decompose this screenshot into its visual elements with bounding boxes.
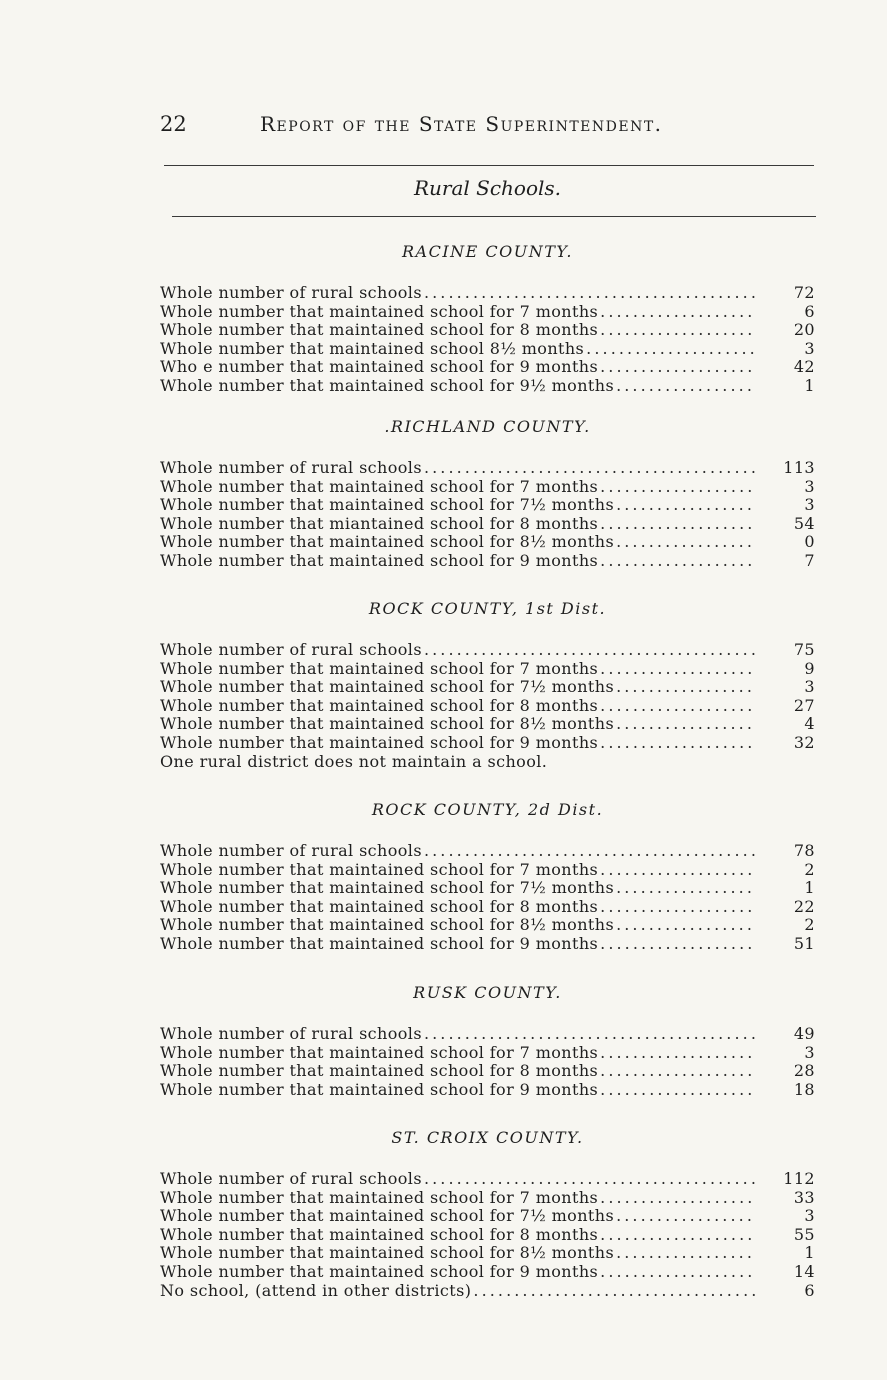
row-label: Whole number that maintained school for 7 months bbox=[160, 1187, 599, 1207]
table-row bbox=[160, 678, 815, 697]
row-label: Whole number that maintained school for 9½ months bbox=[160, 375, 615, 395]
table-row bbox=[160, 734, 815, 753]
row-value: 7 bbox=[804, 550, 815, 570]
table-row bbox=[160, 284, 815, 303]
table-row bbox=[160, 496, 815, 515]
row-value: 51 bbox=[793, 933, 815, 953]
row-value: 33 bbox=[793, 1187, 815, 1207]
dot-leader bbox=[600, 552, 755, 571]
table-row bbox=[160, 1263, 815, 1282]
dot-leader bbox=[616, 533, 755, 552]
table-row bbox=[160, 321, 815, 340]
row-value: 6 bbox=[804, 301, 815, 321]
dot-leader bbox=[616, 496, 755, 515]
dot-leader bbox=[424, 1025, 755, 1044]
table-row bbox=[160, 358, 815, 377]
table-row bbox=[160, 552, 815, 571]
dot-leader bbox=[600, 1189, 755, 1208]
table-row bbox=[160, 697, 815, 716]
table-row bbox=[160, 377, 815, 396]
table-row bbox=[160, 515, 815, 534]
dot-leader bbox=[616, 1207, 755, 1226]
row-value: 3 bbox=[804, 495, 815, 515]
table-row bbox=[160, 1189, 815, 1208]
row-value: 18 bbox=[793, 1079, 815, 1099]
table-row bbox=[160, 898, 815, 917]
table-row bbox=[160, 1081, 815, 1100]
row-label: Whole number that maintained school for 7½ months bbox=[160, 878, 615, 898]
row-label: Whole number of rural schools bbox=[160, 458, 422, 477]
row-value: 49 bbox=[793, 1024, 815, 1043]
dot-leader bbox=[600, 321, 755, 340]
table-row bbox=[160, 459, 815, 478]
row-label: Whole number that maintained school for 7 months bbox=[160, 301, 599, 321]
county-section-rock-2d bbox=[160, 800, 815, 954]
dot-leader bbox=[600, 935, 755, 954]
table-row bbox=[160, 715, 815, 734]
row-value: 3 bbox=[804, 677, 815, 697]
row-label: Whole number that maintained school for 7 months bbox=[160, 859, 599, 879]
dot-leader bbox=[600, 898, 755, 917]
table-row bbox=[160, 303, 815, 322]
header-rule-bottom bbox=[172, 216, 816, 217]
row-value: 1 bbox=[804, 1243, 815, 1263]
county-section-rusk bbox=[160, 983, 815, 1099]
row-value: 78 bbox=[793, 841, 815, 860]
dot-leader bbox=[616, 1244, 755, 1263]
dot-leader bbox=[424, 641, 755, 660]
table-row bbox=[160, 1207, 815, 1226]
dot-leader bbox=[616, 916, 755, 935]
row-value: 113 bbox=[783, 458, 815, 477]
county-heading: RACINE COUNTY. bbox=[401, 242, 574, 261]
row-label: Whole number of rural schools bbox=[160, 1169, 422, 1188]
row-value: 1 bbox=[804, 878, 815, 898]
table-row bbox=[160, 1044, 815, 1063]
row-value: 54 bbox=[793, 513, 815, 533]
row-value: 20 bbox=[793, 320, 815, 340]
table-row bbox=[160, 879, 815, 898]
table-row bbox=[160, 478, 815, 497]
row-value: 4 bbox=[804, 714, 815, 734]
county-heading: ST. CROIX COUNTY. bbox=[391, 1128, 584, 1147]
dot-leader bbox=[600, 1226, 755, 1245]
row-value: 32 bbox=[793, 732, 815, 752]
dot-leader bbox=[424, 459, 755, 478]
row-value: 75 bbox=[793, 640, 815, 659]
row-label: Whole number that maintained school 8½ months bbox=[160, 338, 585, 358]
row-value: 2 bbox=[804, 915, 815, 935]
dot-leader bbox=[424, 1170, 755, 1189]
row-value: 22 bbox=[793, 896, 815, 916]
dot-leader bbox=[424, 842, 755, 861]
header-rule-top bbox=[164, 165, 814, 166]
running-head: Report of the State Superintendent. bbox=[260, 112, 663, 136]
row-label: Whole number that maintained school for 8 months bbox=[160, 1224, 599, 1244]
dot-leader bbox=[600, 1081, 755, 1100]
row-value: 72 bbox=[793, 283, 815, 302]
table-row bbox=[160, 935, 815, 954]
table-row bbox=[160, 533, 815, 552]
dot-leader bbox=[600, 478, 755, 497]
dot-leader bbox=[616, 715, 755, 734]
dot-leader bbox=[600, 697, 755, 716]
table-row bbox=[160, 660, 815, 679]
row-label: Whole number that maintained school for 7½ months bbox=[160, 1206, 615, 1226]
row-label: Whole number that maintained school for 7 months bbox=[160, 658, 599, 678]
row-value: 3 bbox=[804, 338, 815, 358]
row-label: Whole number of rural schools bbox=[160, 841, 422, 860]
row-label: Whole number that maintained school for 8 months bbox=[160, 1061, 599, 1081]
table-row bbox=[160, 1170, 815, 1189]
row-label: Whole number of rural schools bbox=[160, 640, 422, 659]
dot-leader bbox=[600, 861, 755, 880]
dot-leader bbox=[600, 1044, 755, 1063]
row-label: Whole number that maintained school for 9 months bbox=[160, 1261, 599, 1281]
county-note bbox=[160, 753, 815, 772]
row-value: 0 bbox=[804, 532, 815, 552]
row-value: 112 bbox=[783, 1169, 815, 1188]
dot-leader bbox=[586, 340, 755, 359]
table-row bbox=[160, 1244, 815, 1263]
county-section-richland bbox=[160, 417, 815, 571]
county-heading: ROCK COUNTY, 1st Dist. bbox=[368, 599, 607, 618]
table-row bbox=[160, 842, 815, 861]
row-value: 42 bbox=[793, 357, 815, 377]
row-label: Whole number that maintained school for 8½ months bbox=[160, 1243, 615, 1263]
note-text: One rural district does not maintain a school. bbox=[160, 751, 548, 771]
table-row bbox=[160, 1282, 815, 1301]
county-heading: ROCK COUNTY, 2d Dist. bbox=[371, 800, 604, 819]
dot-leader bbox=[473, 1282, 755, 1301]
table-row bbox=[160, 1025, 815, 1044]
row-label: Whole number that maintained school for 8 months bbox=[160, 320, 599, 340]
row-value: 2 bbox=[804, 859, 815, 879]
page-number: 22 bbox=[160, 112, 187, 136]
row-label: Whole number that maintained school for 8½ months bbox=[160, 714, 615, 734]
county-heading: RUSK COUNTY. bbox=[413, 983, 562, 1002]
row-value: 3 bbox=[804, 476, 815, 496]
table-row bbox=[160, 1226, 815, 1245]
table-row bbox=[160, 340, 815, 359]
row-label: Whole number that maintained school for 7½ months bbox=[160, 677, 615, 697]
dot-leader bbox=[600, 515, 755, 534]
table-row bbox=[160, 861, 815, 880]
county-heading: .RICHLAND COUNTY. bbox=[384, 417, 591, 436]
section-title: Rural Schools. bbox=[413, 176, 562, 200]
row-label: Whole number that miantained school for 8 months bbox=[160, 513, 599, 533]
row-label: Who e number that maintained school for 9 months bbox=[160, 357, 599, 377]
table-row bbox=[160, 1062, 815, 1081]
row-value: 28 bbox=[793, 1061, 815, 1081]
dot-leader bbox=[600, 734, 755, 753]
row-value: 14 bbox=[793, 1261, 815, 1281]
row-value: 9 bbox=[804, 658, 815, 678]
page-header bbox=[160, 112, 815, 142]
dot-leader bbox=[424, 284, 755, 303]
row-value: 1 bbox=[804, 375, 815, 395]
dot-leader bbox=[600, 1062, 755, 1081]
row-label: Whole number that maintained school for 7½ months bbox=[160, 495, 615, 515]
county-section-rock-1st bbox=[160, 599, 815, 771]
row-label: Whole number that maintained school for 9 months bbox=[160, 550, 599, 570]
county-section-st-croix bbox=[160, 1128, 815, 1300]
row-label: Whole number that maintained school for 7 months bbox=[160, 1042, 599, 1062]
dot-leader bbox=[600, 358, 755, 377]
row-label: Whole number of rural schools bbox=[160, 283, 422, 302]
row-value: 6 bbox=[804, 1280, 815, 1300]
dot-leader bbox=[616, 678, 755, 697]
dot-leader bbox=[600, 1263, 755, 1282]
dot-leader bbox=[600, 660, 755, 679]
row-value: 27 bbox=[793, 695, 815, 715]
county-section-racine bbox=[160, 242, 815, 396]
row-value: 3 bbox=[804, 1042, 815, 1062]
dot-leader bbox=[616, 377, 755, 396]
row-label: Whole number that maintained school for 8 months bbox=[160, 896, 599, 916]
row-label: Whole number of rural schools bbox=[160, 1024, 422, 1043]
dot-leader bbox=[600, 303, 755, 322]
row-label: Whole number that maintained school for 8½ months bbox=[160, 915, 615, 935]
dot-leader bbox=[616, 879, 755, 898]
row-value: 3 bbox=[804, 1206, 815, 1226]
table-row bbox=[160, 916, 815, 935]
row-label: Whole number that maintained school for 8½ months bbox=[160, 532, 615, 552]
row-label: Whole number that maintained school for 9 months bbox=[160, 933, 599, 953]
row-label: Whole number that maintained school for 8 months bbox=[160, 695, 599, 715]
row-label: No school, (attend in other districts) bbox=[160, 1280, 472, 1300]
row-value: 55 bbox=[793, 1224, 815, 1244]
row-label: Whole number that maintained school for 9 months bbox=[160, 732, 599, 752]
row-label: Whole number that maintained school for 7 months bbox=[160, 476, 599, 496]
row-label: Whole number that maintained school for 9 months bbox=[160, 1079, 599, 1099]
table-row bbox=[160, 641, 815, 660]
